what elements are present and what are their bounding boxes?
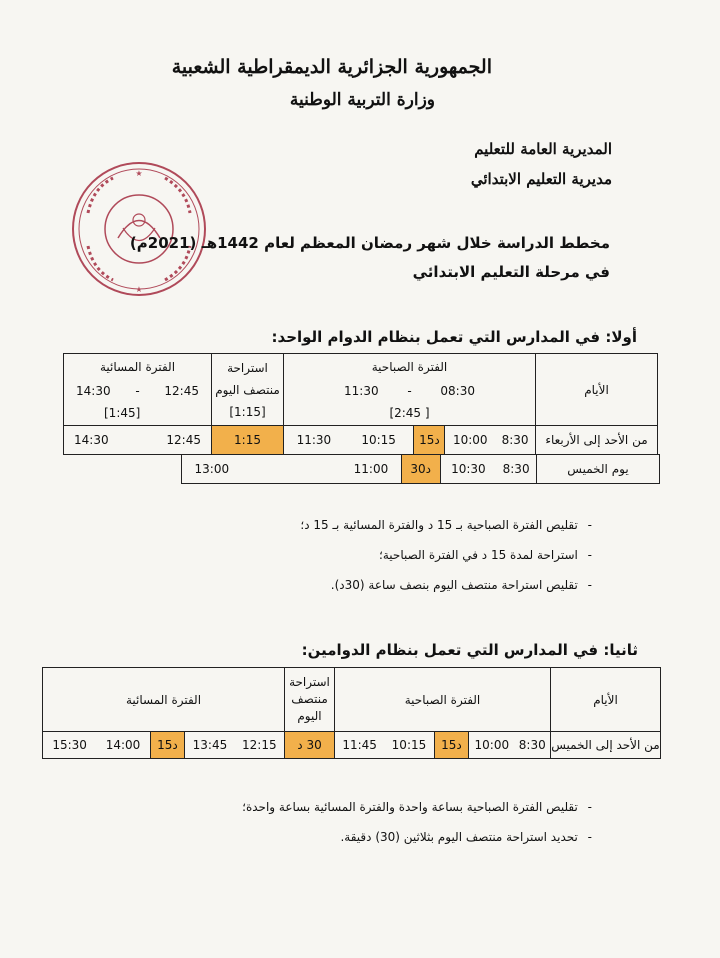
plan-subtitle: في مرحلة التعليم الابتدائي	[412, 263, 610, 281]
s2-day: من الأحد إلى الخميس	[551, 732, 661, 759]
break-label-1: استراحة	[227, 360, 268, 375]
morning-start: 08:30	[440, 383, 475, 398]
row2-t5: 13:00	[194, 462, 230, 476]
s2-note-2: - تحديد استراحة منتصف اليوم بثلاثين (30) دقيقة.	[242, 830, 592, 844]
row2-t3: 30د	[401, 455, 441, 483]
row1-e1: 12:45	[166, 433, 201, 447]
morning-duration: [2:45 ]	[389, 405, 430, 420]
row2-times	[182, 455, 537, 484]
s2-e2: 13:45	[192, 738, 228, 752]
s2-e3: 15د	[150, 732, 186, 758]
thursday-table	[181, 454, 660, 484]
break-duration: [1:15]	[229, 404, 266, 419]
s2-break-header	[285, 668, 335, 732]
row1-m5: 11:30	[296, 433, 332, 447]
s2-m4: 10:15	[391, 738, 427, 752]
s2-m5: 11:45	[342, 738, 377, 752]
official-stamp-icon	[68, 158, 210, 300]
morning-dash: -	[407, 383, 412, 398]
directorate: مديرية التعليم الابتدائي	[470, 170, 612, 188]
directorate-general: المديرية العامة للتعليم	[474, 140, 612, 158]
row2-t1: 8:30	[502, 462, 530, 476]
evening-dash: -	[135, 383, 140, 398]
s2-evening	[43, 732, 285, 759]
row1-e2: 14:30	[74, 433, 109, 447]
row1-m1: 8:30	[501, 433, 529, 447]
row2-day: يوم الخميس	[537, 455, 660, 484]
row1-m4: 10:15	[361, 433, 396, 447]
plan-title: مخطط الدراسة خلال شهر رمضان المعظم لعام 1442هـ (2021م)	[129, 234, 610, 252]
svg-text:★: ★	[135, 285, 143, 294]
morning-header	[284, 354, 536, 426]
break-header	[212, 354, 284, 426]
s2-morning-header: الفترة الصباحية	[335, 668, 551, 732]
note-1: - تقليص الفترة الصباحية بـ 15 د والفترة المسائية بـ 15 د؛	[300, 518, 592, 532]
break-label-2: منتصف اليوم	[215, 382, 280, 397]
row2-t2: 10:30	[451, 462, 486, 476]
s2-days-header: الأيام	[551, 668, 661, 732]
ministry-title: وزارة التربية الوطنية	[289, 90, 435, 110]
row2-t4: 11:00	[353, 462, 389, 476]
evening-start: 12:45	[164, 383, 199, 398]
evening-duration: [1:45]	[104, 405, 141, 420]
s2-m3: 15د	[434, 732, 470, 758]
row1-m3: 15د	[413, 426, 445, 454]
evening-header	[64, 354, 212, 426]
s2-e4: 14:00	[105, 738, 141, 752]
s2-break: 30 د	[285, 732, 335, 759]
evening-end: 14:30	[76, 383, 111, 398]
morning-label: الفترة الصباحية	[371, 359, 448, 374]
row1-break: 1:15	[212, 426, 284, 455]
note-3: - تقليص استراحة منتصف اليوم بنصف ساعة (30د).	[300, 578, 592, 592]
row1-day: من الأحد إلى الأربعاء	[536, 426, 658, 455]
row1-m2: 10:00	[452, 433, 488, 447]
morning-end: 11:30	[344, 383, 379, 398]
note-2: - استراحة لمدة 15 د في الفترة الصباحية؛	[300, 548, 592, 562]
s2-evening-header: الفترة المسائية	[43, 668, 285, 732]
svg-text:★: ★	[135, 169, 143, 178]
s2-e1: 12:15	[242, 738, 277, 752]
s2-break-l2: منتصف	[291, 692, 328, 706]
single-shift-table	[63, 353, 658, 455]
s2-note-1: - تقليص الفترة الصباحية بساعة واحدة والفترة المسائية بساعة واحدة؛	[242, 800, 592, 814]
section2-heading: ثانيا: في المدارس التي تعمل بنظام الدوامين:	[301, 641, 638, 659]
row1-evening	[64, 426, 212, 455]
s2-e5: 15:30	[52, 738, 87, 752]
s2-m1: 8:30	[518, 738, 546, 752]
section1-notes	[300, 518, 592, 608]
s2-morning	[335, 732, 551, 759]
row1-morning	[284, 426, 536, 455]
section1-heading: أولا: في المدارس التي تعمل بنظام الدوام الواحد:	[271, 328, 637, 346]
evening-label: الفترة المسائية	[99, 359, 176, 374]
country-title: الجمهورية الجزائرية الديمقراطية الشعبية	[171, 56, 492, 78]
double-shift-table	[42, 667, 661, 759]
s2-break-l3: اليوم	[297, 709, 322, 723]
section2-notes	[242, 800, 592, 860]
days-header: الأيام	[536, 354, 658, 426]
s2-m2: 10:00	[474, 738, 510, 752]
s2-break-l1: استراحة	[289, 675, 330, 689]
